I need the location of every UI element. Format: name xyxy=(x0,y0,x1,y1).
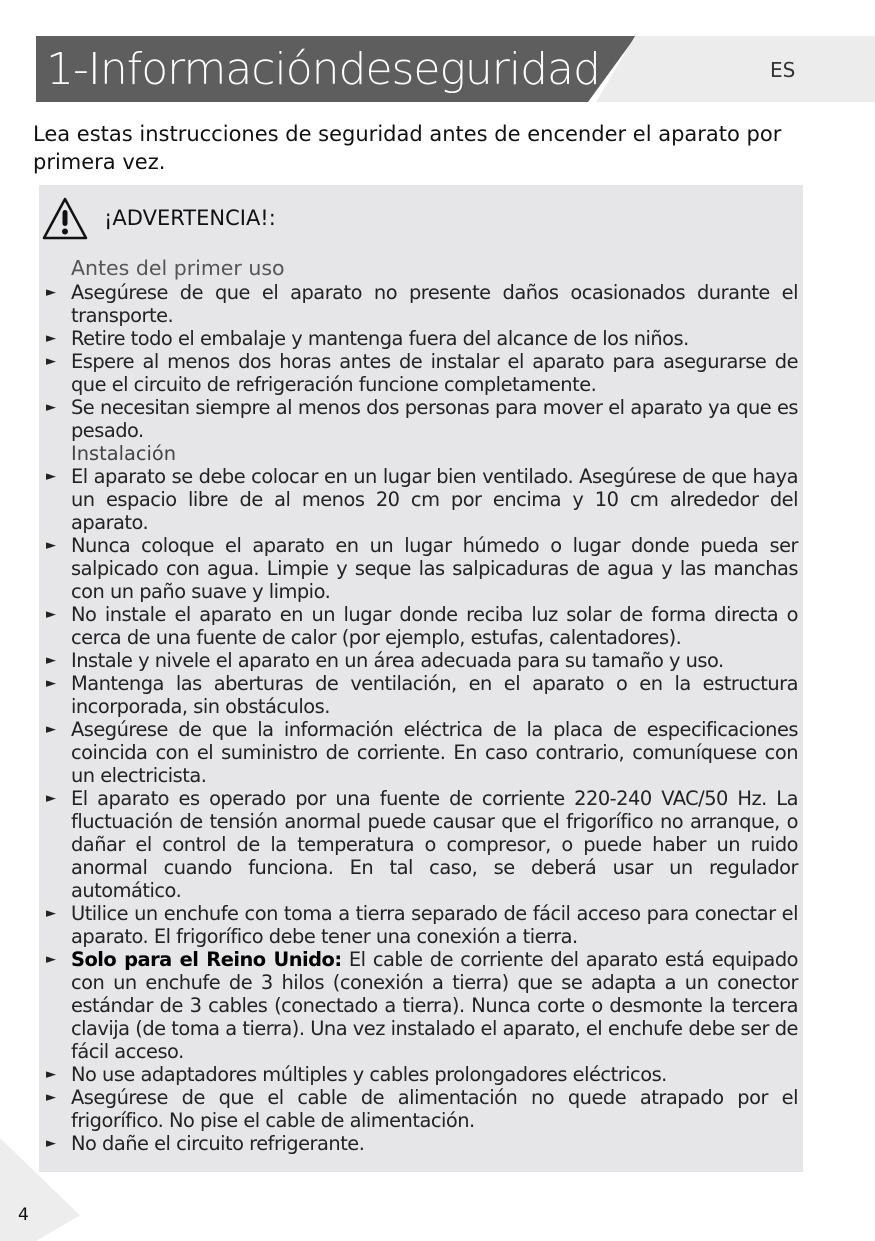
page-number: 4 xyxy=(18,1205,29,1225)
list-item: ► Nunca coloque el aparato en un lugar húmedo o lugar donde pueda ser salpicado con agua. Limpie y seque las salpicaduras de agua y las manchas con un paño suave y limpio. xyxy=(46,534,798,603)
list-item: ► Espere al menos dos horas antes de instalar el aparato para asegurarse de que el circuito de refrigeración funcione completamente. xyxy=(46,350,798,396)
list-item: ► El aparato se debe colocar en un lugar bien ventilado. Asegúrese de que haya un espacio libre de al menos 20 cm por encima y 10 cm alrededor del aparato. xyxy=(46,465,798,534)
warning-content xyxy=(46,255,798,1155)
section-title-installation: Instalación xyxy=(71,442,177,465)
bullet-icon: ► xyxy=(46,354,56,369)
bullet-icon: ► xyxy=(46,400,56,415)
list-item: ► Utilice un enchufe con toma a tierra separado de fácil acceso para conectar el aparato. El frigorífico debe tener una conexión a tierra. xyxy=(46,902,798,948)
bullet-icon: ► xyxy=(46,1090,56,1105)
installation-list xyxy=(46,465,798,1155)
bullet-icon: ► xyxy=(46,285,56,300)
list-item: ► El aparato es operado por una fuente de corriente 220-240 VAC/50 Hz. La fluctuación de tensión anormal puede causar que el frigorífico no arranque, o dañar el control de la temperatura o compresor, o puede haber un ruido anormal cuando funciona. En tal caso, se deberá usar un regulador automático. xyxy=(46,787,798,902)
bullet-icon: ► xyxy=(46,469,56,484)
bullet-icon: ► xyxy=(46,607,56,622)
list-item: ► No use adaptadores múltiples y cables prolongadores eléctricos. xyxy=(46,1063,667,1086)
header-tab xyxy=(596,36,875,102)
list-item: ► No dañe el circuito refrigerante. xyxy=(46,1132,365,1155)
bullet-icon: ► xyxy=(46,906,56,921)
list-item: ► Se necesitan siempre al menos dos personas para mover el aparato ya que es pesado. xyxy=(46,396,798,442)
list-item-uk xyxy=(46,948,798,1063)
bullet-icon: ► xyxy=(46,676,56,691)
language-label: ES xyxy=(770,58,796,82)
page-title: 1-Informacióndeseguridad xyxy=(46,44,600,95)
list-item: ► Asegúrese de que la información eléctrica de la placa de especificaciones coincida con el suministro de corriente. En caso contrario, comuníquese con un electricista. xyxy=(46,718,798,787)
bullet-icon: ► xyxy=(46,331,56,346)
list-item: ► Retire todo el embalaje y mantenga fuera del alcance de los niños. xyxy=(46,327,689,350)
bullet-icon: ► xyxy=(46,952,56,967)
list-item: ► No instale el aparato en un lugar donde reciba luz solar de forma directa o cerca de una fuente de calor (por ejemplo, estufas, calentadores). xyxy=(46,603,798,649)
bullet-icon: ► xyxy=(46,1067,56,1082)
warning-title: ¡ADVERTENCIA!: xyxy=(104,206,276,230)
list-item: ► Instale y nivele el aparato en un área adecuada para su tamaño y uso. xyxy=(46,649,724,672)
bullet-icon: ► xyxy=(46,538,56,553)
list-item: ► Mantenga las aberturas de ventilación, en el aparato o en la estructura incorporada, sin obstáculos. xyxy=(46,672,798,718)
list-item: ► Asegúrese de que el cable de alimentación no quede atrapado por el frigorífico. No pise el cable de alimentación. xyxy=(46,1086,798,1132)
uk-text: El cable de corriente del aparato está equipado con un enchufe de 3 hilos (conexión a tierra) que se adapta a un conector estándar de 3 cables (conectado a tierra). Nunca corte o desmonte la tercera clavija (de toma a tierra). Una vez instalado el aparato, el enchufe debe ser de fácil acceso. xyxy=(71,948,798,1063)
list-item: ► Asegúrese de que el aparato no presente daños ocasionados durante el transporte. xyxy=(46,281,798,327)
uk-label: Solo para el Reino Unido: xyxy=(71,948,342,971)
before-first-use-list xyxy=(46,281,798,442)
intro-text: Lea estas instrucciones de seguridad antes de encender el aparato por primera vez. xyxy=(33,122,782,174)
bullet-icon: ► xyxy=(46,1136,56,1151)
bullet-icon: ► xyxy=(46,722,56,737)
bullet-icon: ► xyxy=(46,653,56,668)
warning-triangle-icon xyxy=(42,196,88,242)
bullet-icon: ► xyxy=(46,791,56,806)
section-title-before-first-use: Antes del primer uso xyxy=(71,256,285,280)
